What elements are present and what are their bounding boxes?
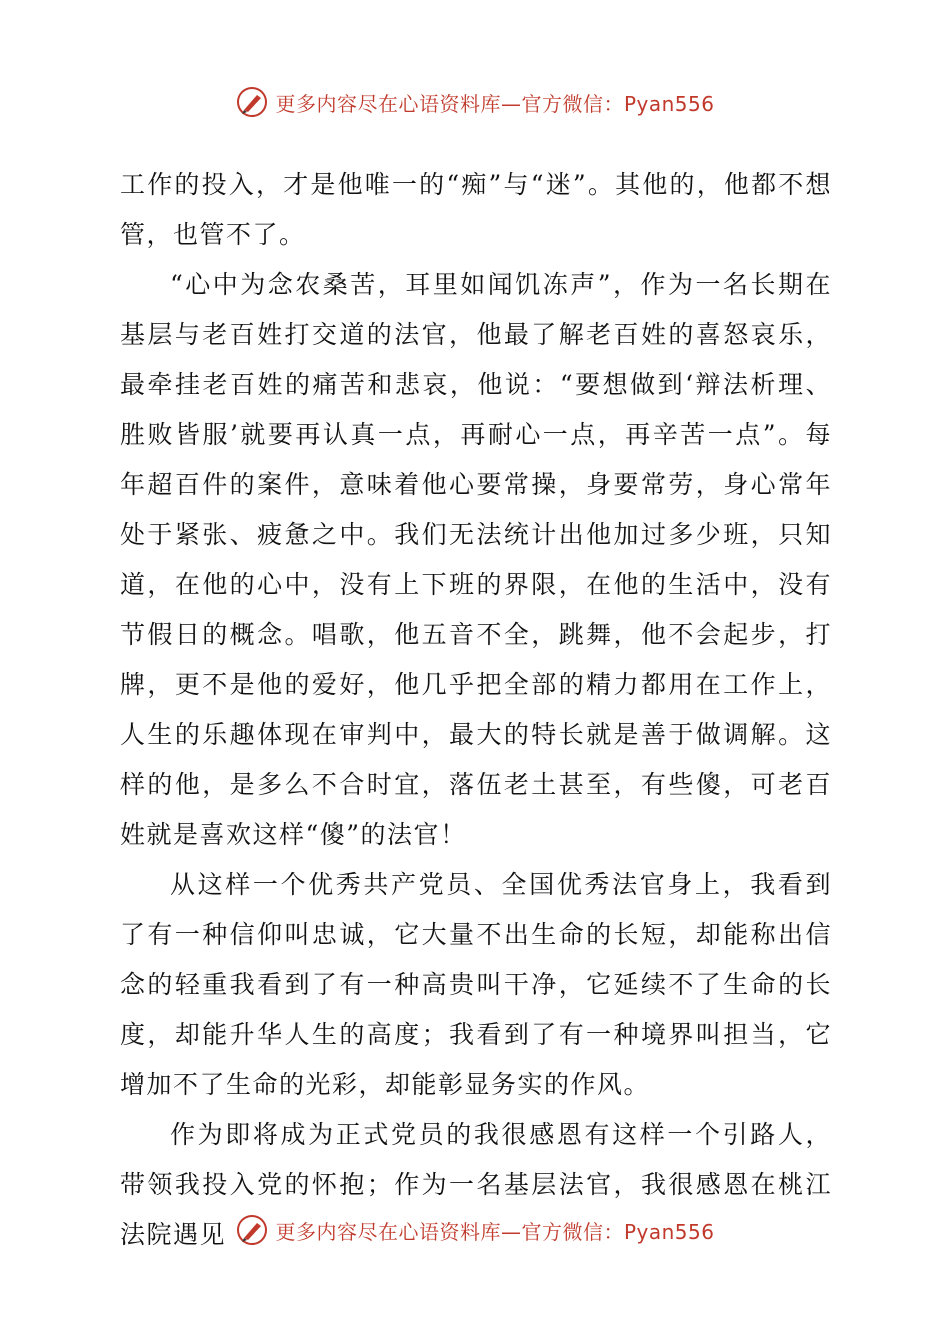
- paragraph: 从这样一个优秀共产党员、全国优秀法官身上，我看到了有一种信仰叫忠诚，它大量不出生命的长短，却能称出信念的轻重我看到了有一种高贵叫干净，它延续不了生命的长度，却能升华人生的高度；我看到了有一种境界叫担当，它增加不了生命的光彩，却能彰显务实的作风。: [120, 870, 832, 1099]
- paragraph: 作为即将成为正式党员的我很感恩有这样一个引路人，带领我投入党的怀抱；作为一名基层法官，我很感恩在桃江法院遇见: [120, 1120, 832, 1249]
- paragraph: “心中为念农桑苦，耳里如闻饥冻声”，作为一名长期在基层与老百姓打交道的法官，他最了解老百姓的喜怒哀乐，最牵挂老百姓的痛苦和悲哀，他说：“要想做到‘辩法析理、胜败皆服’就要再认真一点，再耐心一点，再辛苦一点”。每年超百件的案件，意味着他心要常操，身要常劳，身心常年处于紧张、疲惫之中。我们无法统计出他加过多少班，只知道，在他的心中，没有上下班的界限，在他的生活中，没有节假日的概念。唱歌，他五音不全，跳舞，他不会起步，打牌，更不是他的爱好，他几乎把全部的精力都用在工作上，人生的乐趣体现在审判中，最大的特长就是善于做调解。这样的他，是多么不合时宜，落伍老土甚至，有些傻，可老百姓就是喜欢这样“傻”的法官！: [120, 270, 832, 849]
- document-body: [120, 160, 832, 1260]
- footer-banner: [0, 1210, 950, 1250]
- header-banner: [0, 82, 950, 122]
- pen-circle-logo-icon: [235, 85, 269, 119]
- paragraph: 工作的投入，才是他唯一的“痴”与“迷”。其他的，他都不想管，也管不了。: [120, 170, 832, 249]
- banner-text: 更多内容尽在心语资料库—官方微信：Pyan556: [275, 91, 715, 116]
- banner-text: 更多内容尽在心语资料库—官方微信：Pyan556: [275, 1219, 715, 1244]
- pen-circle-logo-icon: [235, 1213, 269, 1247]
